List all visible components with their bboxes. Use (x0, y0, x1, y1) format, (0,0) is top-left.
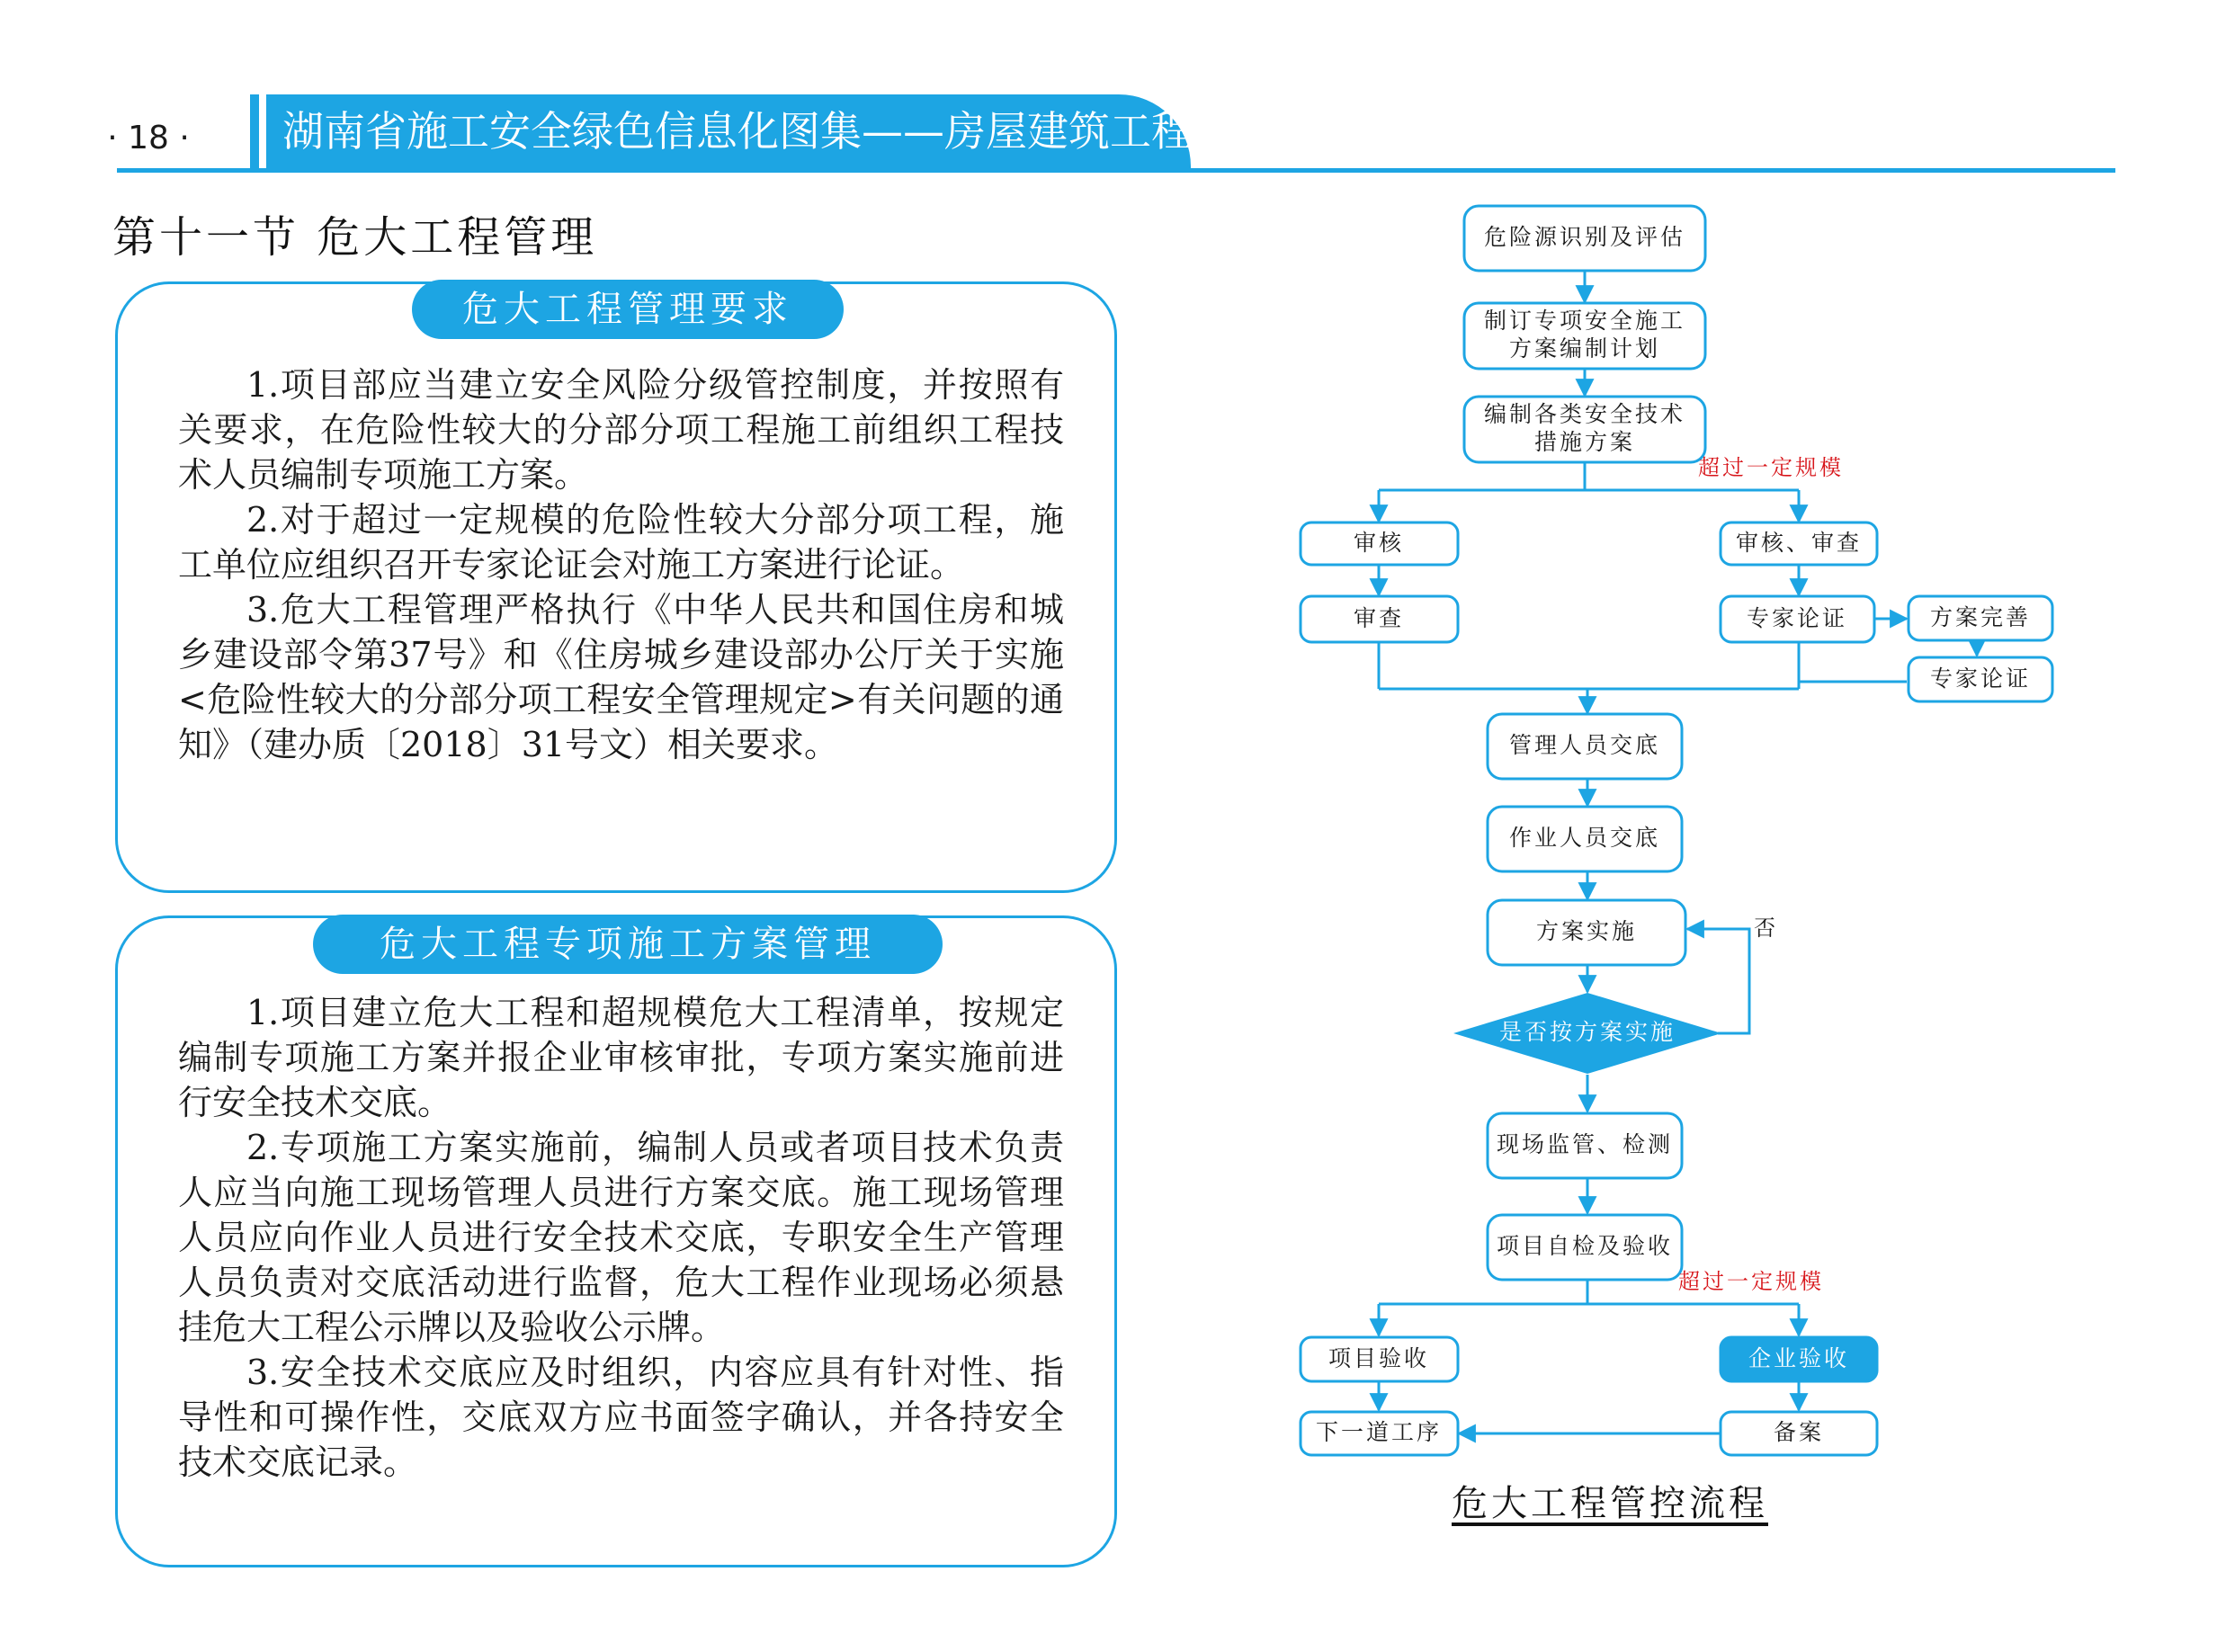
requirements-paragraph-2: 2.对于超过一定规模的危险性较大分部分项工程，施工单位应组织召开专家论证会对施工方案进行论证。 (178, 500, 1064, 585)
node-identify: 危险源识别及评估 (1483, 224, 1686, 250)
node-expert1: 专家论证 (1746, 605, 1848, 631)
plan-management-panel-title: 危大工程专项施工方案管理 (313, 915, 943, 974)
requirements-text (178, 362, 1064, 767)
node-check: 审查 (1353, 605, 1405, 631)
plan-management-text (178, 990, 1064, 1485)
header-rule (117, 168, 2115, 173)
no-label: 否 (1754, 915, 1775, 941)
node-plan-line1: 制订专项安全施工 (1483, 308, 1686, 334)
node-review-check: 审核、审查 (1735, 530, 1863, 556)
plan-paragraph-3: 3.安全技术交底应及时组织，内容应具有针对性、指导性和可操作性，交底双方应书面签字确认，并各持安全技术交底记录。 (178, 1353, 1064, 1482)
over-scale-label-1: 超过一定规模 (1698, 455, 1844, 480)
node-ent-accept: 企业验收 (1748, 1345, 1850, 1371)
node-review: 审核 (1353, 530, 1405, 556)
node-improve: 方案完善 (1929, 604, 2032, 630)
header-divider (250, 94, 259, 168)
plan-paragraph-2: 2.专项施工方案实施前，编制人员或者项目技术负责人应当向施工现场管理人员进行方案交底。施工现场管理人员应向作业人员进行安全技术交底，专职安全生产管理人员负责对交底活动进行监督，危大工程作业现场必须悬挂危大工程公示牌以及验收公示牌。 (178, 1128, 1064, 1347)
requirements-paragraph-1: 1.项目部应当建立安全风险分级管控制度，并按照有关要求，在危险性较大的分部分项工程施工前组织工程技术人员编制专项施工方案。 (178, 365, 1064, 495)
requirements-paragraph-3: 3.危大工程管理严格执行《中华人民共和国住房和城乡建设部令第37号》和《住房城乡建设部办公厅关于实施<危险性较大的分部分项工程安全管理规定>有关问题的通知》（建办质〔2018〕31号文）相关要求。 (178, 590, 1064, 764)
node-plan-line2: 方案编制计划 (1508, 335, 1661, 362)
node-implement: 方案实施 (1535, 918, 1638, 944)
over-scale-label-2: 超过一定规模 (1678, 1269, 1824, 1294)
node-next-step: 下一道工序 (1315, 1419, 1443, 1445)
node-mgr-brief: 管理人员交底 (1508, 732, 1661, 758)
node-compile-line1: 编制各类安全技术 (1483, 401, 1686, 427)
node-proj-accept: 项目验收 (1328, 1345, 1430, 1371)
page-number: · 18 · (107, 120, 190, 156)
node-monitor: 现场监管、检测 (1496, 1131, 1674, 1157)
node-filing: 备案 (1773, 1419, 1825, 1445)
header-title: 湖南省施工安全绿色信息化图集——房屋建筑工程 (266, 94, 1191, 168)
flowchart-caption: 危大工程管控流程 (1452, 1483, 1768, 1524)
node-expert2: 专家论证 (1929, 665, 2032, 692)
hazard-control-flowchart (1277, 198, 2087, 1475)
node-compile-line2: 措施方案 (1533, 429, 1636, 455)
requirements-panel-title: 危大工程管理要求 (412, 280, 844, 339)
plan-paragraph-1: 1.项目建立危大工程和超规模危大工程清单，按规定编制专项施工方案并报企业审核审批，专项方案实施前进行安全技术交底。 (178, 993, 1064, 1122)
node-worker-brief: 作业人员交底 (1508, 825, 1661, 851)
node-self-check: 项目自检及验收 (1496, 1233, 1674, 1259)
section-title: 第十一节 危大工程管理 (112, 212, 598, 263)
node-decision: 是否按方案实施 (1498, 1019, 1676, 1045)
